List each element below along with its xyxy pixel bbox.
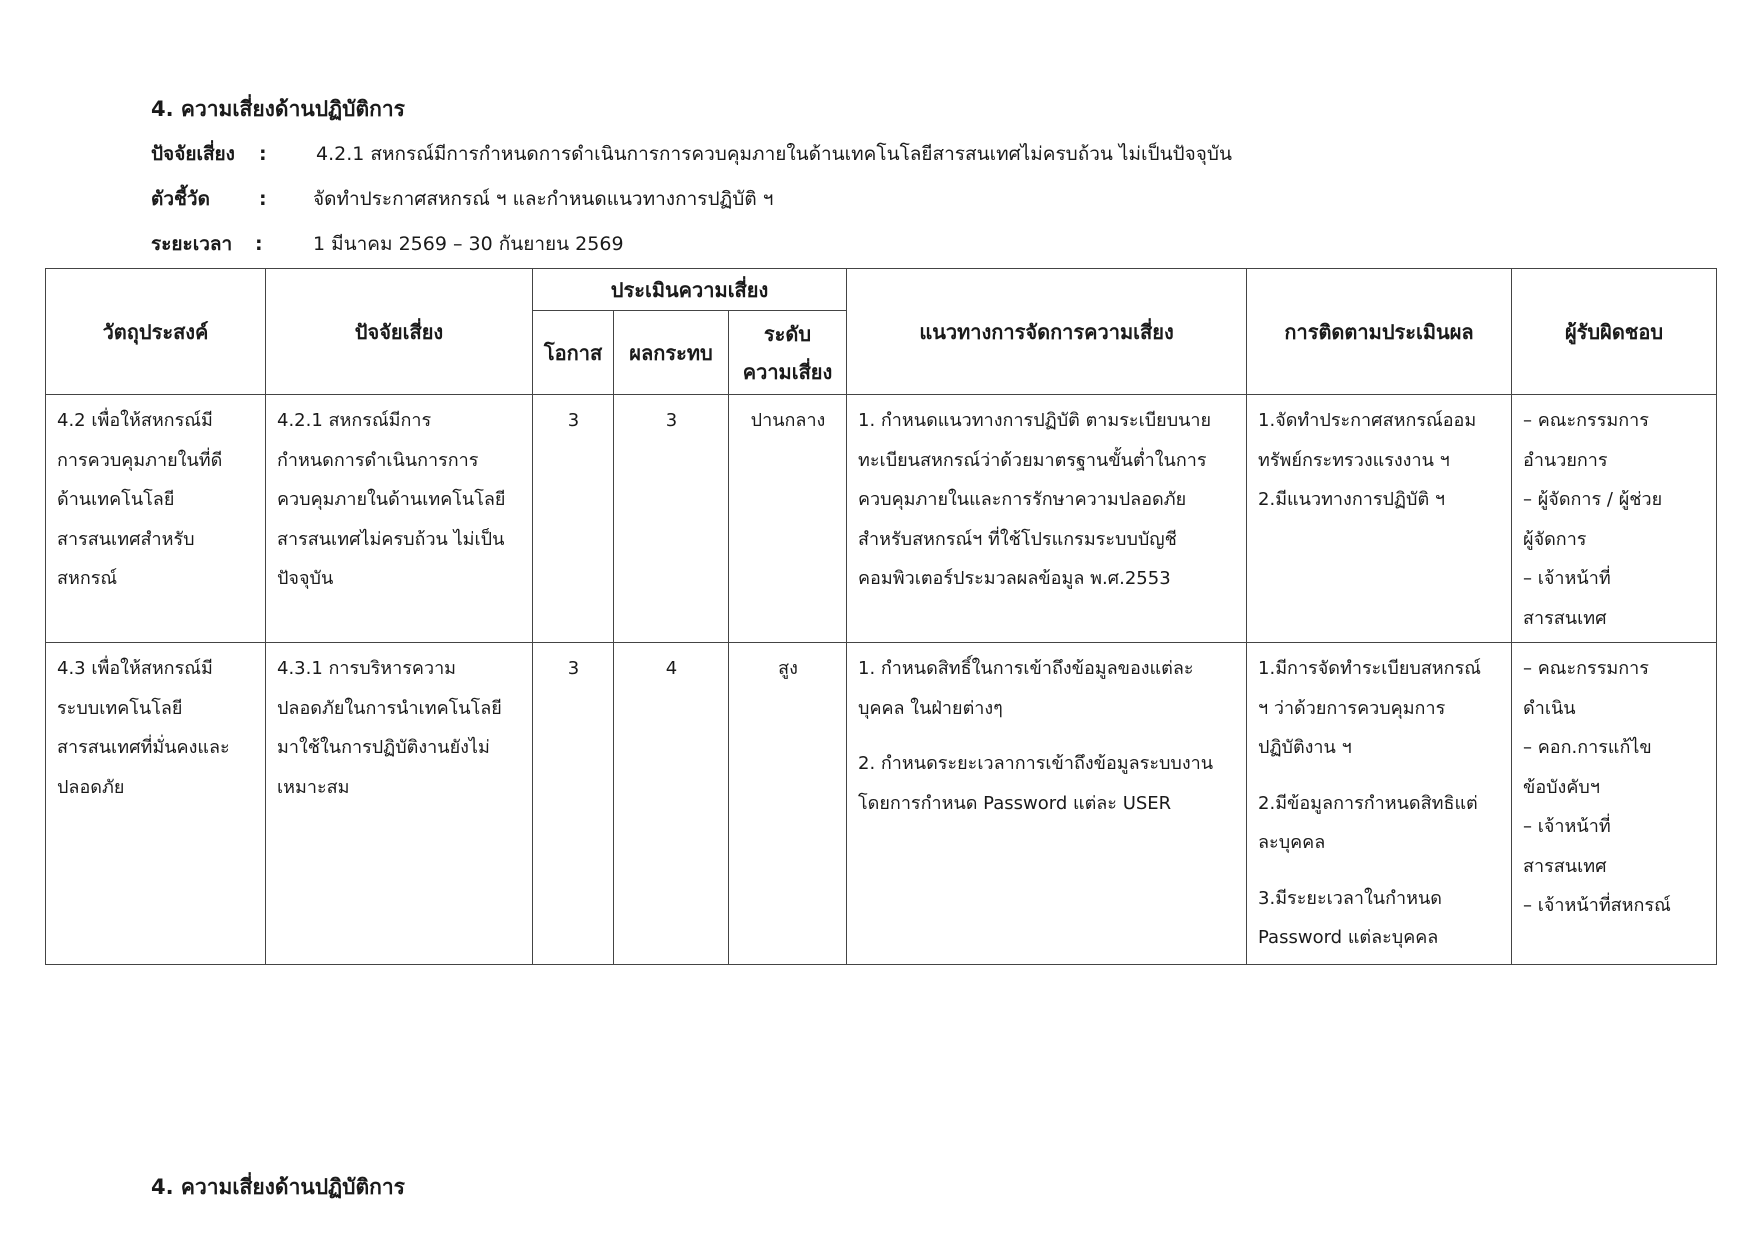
text-line: ปฏิบัติงาน ฯ (1258, 737, 1352, 758)
row-2-likelihood: 3 (533, 643, 614, 965)
header-risk-factor: ปัจจัยเสี่ยง (266, 269, 533, 395)
text-line: ด้านเทคโนโลยี (57, 489, 175, 510)
risk-factor-colon: : (259, 143, 267, 165)
header-risk-level-line-2: ความเสี่ยง (742, 359, 833, 384)
header-risk-level-line-1: ระดับ (763, 321, 812, 346)
text-line: Password แต่ละบุคคล (1258, 927, 1439, 948)
section-title: 4. ความเสี่ยงด้านปฏิบัติการ (151, 97, 405, 121)
row-2-risk-level: สูง (729, 643, 847, 965)
text-line: ข้อบังคับฯ (1523, 776, 1600, 798)
header-likelihood: โอกาส (533, 311, 614, 395)
row-1-responsible (1512, 395, 1717, 643)
text-line: อำนวยการ (1523, 449, 1608, 471)
text-line: สารสนเทศไม่ครบถ้วน ไม่เป็น (277, 528, 505, 550)
text-line: 1. กำหนดสิทธิ์ในการเข้าถึงข้อมูลของแต่ละ (858, 658, 1194, 679)
indicator-colon: : (259, 188, 267, 210)
text-line: ดำเนิน (1523, 697, 1576, 719)
text-line: – เจ้าหน้าที่ (1523, 816, 1611, 837)
text-line: สำหรับสหกรณ์ฯ ที่ใช้โปรแกรมระบบบัญชี (858, 528, 1177, 550)
text-line: ควบคุมภายในและการรักษาความปลอดภัย (858, 489, 1187, 510)
row-1-management (847, 395, 1247, 643)
text-line: 1.มีการจัดทำระเบียบสหกรณ์ (1258, 658, 1481, 679)
row-1-risk-factor (266, 395, 533, 643)
text-line: เหมาะสม (277, 776, 350, 798)
text-line: โดยการกำหนด Password แต่ละ USER (858, 792, 1172, 814)
period-label: ระยะเวลา (151, 233, 233, 255)
text-line: 3.มีระยะเวลาในกำหนด (1258, 887, 1442, 909)
period-colon: : (255, 233, 263, 255)
text-line: ทะเบียนสหกรณ์ว่าด้วยมาตรฐานขั้นต่ำในการ (858, 449, 1207, 471)
text-line: – ผู้จัดการ / ผู้ช่วย (1523, 489, 1663, 510)
header-row-top (46, 269, 1717, 311)
text-line: 4.3.1 การบริหารความ (277, 658, 457, 679)
row-1-likelihood: 3 (533, 395, 614, 643)
header-responsible: ผู้รับผิดชอบ (1512, 269, 1717, 395)
text-line: 2.มีแนวทางการปฏิบัติ ฯ (1258, 489, 1445, 510)
text-line: บุคคล ในฝ่ายต่างๆ (858, 697, 1003, 719)
row-2-monitoring (1247, 643, 1512, 965)
row-2-responsible (1512, 643, 1717, 965)
text-line: คอมพิวเตอร์ประมวลผลข้อมูล พ.ศ.2553 (858, 568, 1171, 589)
table-row (46, 643, 1717, 965)
row-2-risk-factor (266, 643, 533, 965)
text-line: 1.จัดทำประกาศสหกรณ์ออม (1258, 410, 1477, 431)
text-line: ระบบเทคโนโลยี (57, 697, 183, 719)
text-line: สารสนเทศที่มั่นคงและ (57, 737, 230, 758)
text-line: ฯ ว่าด้วยการควบคุมการ (1258, 697, 1446, 719)
text-line: ผู้จัดการ (1523, 528, 1587, 550)
text-line: ปัจจุบัน (277, 568, 334, 589)
text-line: ทรัพย์กระทรวงแรงงาน ฯ (1258, 449, 1450, 471)
text-line: – เจ้าหน้าที่ (1523, 568, 1611, 589)
text-line: – คณะกรรมการ (1523, 410, 1649, 431)
text-line: การควบคุมภายในที่ดี (57, 449, 223, 471)
text-line: ควบคุมภายในด้านเทคโนโลยี (277, 489, 506, 510)
header-impact: ผลกระทบ (614, 311, 729, 395)
text-line: มาใช้ในการปฏิบัติงานยังไม่ (277, 737, 490, 758)
risk-factor-value: 4.2.1 สหกรณ์มีการกำหนดการดำเนินการการควบคุมภายในด้านเทคโนโลยีสารสนเทศไม่ครบถ้วน ไม่เป็นปัจจุบัน (316, 143, 1232, 165)
indicator-label: ตัวชี้วัด (151, 188, 210, 210)
text-line: สารสนเทศ (1523, 607, 1607, 629)
risk-table (45, 268, 1717, 965)
text-line: สารสนเทศสำหรับ (57, 528, 195, 550)
text-line: 4.2 เพื่อให้สหกรณ์มี (57, 410, 213, 431)
header-risk-assessment: ประเมินความเสี่ยง (533, 269, 847, 311)
text-line: สหกรณ์ (57, 568, 118, 589)
footer-section-title: 4. ความเสี่ยงด้านปฏิบัติการ (151, 1175, 405, 1199)
row-1-risk-level: ปานกลาง (729, 395, 847, 643)
row-2-management (847, 643, 1247, 965)
row-1-objective (46, 395, 266, 643)
risk-factor-label: ปัจจัยเสี่ยง (151, 143, 235, 165)
text-line: 1. กำหนดแนวทางการปฏิบัติ ตามระเบียบนาย (858, 410, 1212, 431)
row-1-monitoring (1247, 395, 1512, 643)
text-line: สารสนเทศ (1523, 855, 1607, 877)
text-line: – เจ้าหน้าที่สหกรณ์ (1523, 895, 1671, 916)
text-line: กำหนดการดำเนินการการ (277, 449, 479, 471)
text-line: ปลอดภัยในการนำเทคโนโลยี (277, 697, 502, 719)
table-row (46, 395, 1717, 643)
text-line: 4.3 เพื่อให้สหกรณ์มี (57, 658, 213, 679)
text-line: 4.2.1 สหกรณ์มีการ (277, 410, 432, 431)
text-line: 2.มีข้อมูลการกำหนดสิทธิแต่ (1258, 792, 1478, 814)
header-objective: วัตถุประสงค์ (46, 269, 266, 395)
header-risk-management: แนวทางการจัดการความเสี่ยง (847, 269, 1247, 395)
text-line: – คอก.การแก้ไข (1523, 737, 1652, 758)
period-value: 1 มีนาคม 2569 – 30 กันยายน 2569 (313, 233, 624, 255)
row-2-objective (46, 643, 266, 965)
text-line: ละบุคคล (1258, 832, 1326, 853)
header-monitoring: การติดตามประเมินผล (1247, 269, 1512, 395)
row-2-impact: 4 (614, 643, 729, 965)
text-line: – คณะกรรมการ (1523, 658, 1649, 679)
header-risk-level (729, 311, 847, 395)
row-1-impact: 3 (614, 395, 729, 643)
indicator-value: จัดทำประกาศสหกรณ์ ฯ และกำหนดแนวทางการปฏิบัติ ฯ (313, 188, 774, 210)
text-line: 2. กำหนดระยะเวลาการเข้าถึงข้อมูลระบบงาน (858, 753, 1214, 774)
text-line: ปลอดภัย (57, 776, 125, 798)
